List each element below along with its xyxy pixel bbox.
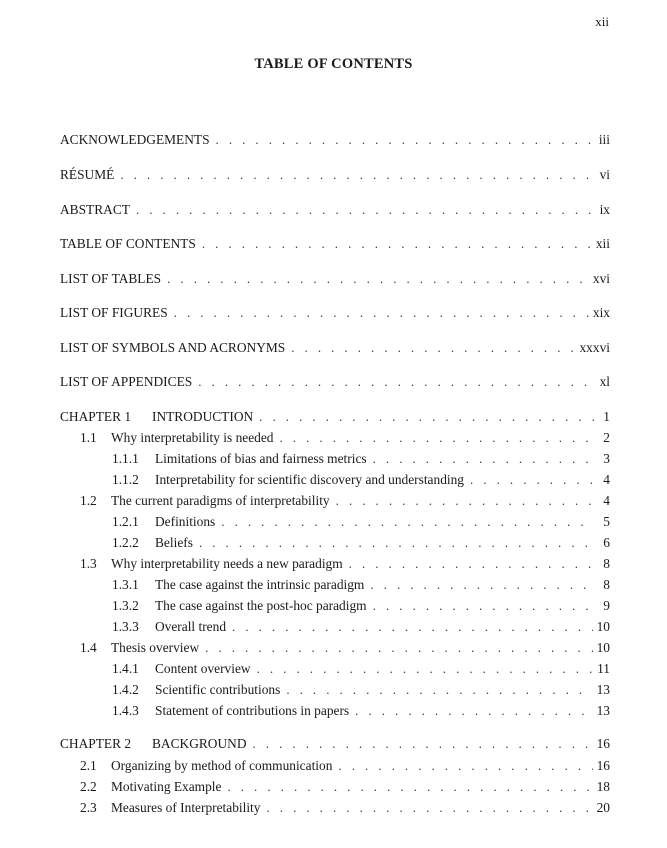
toc-entry-page: 8 bbox=[603, 556, 610, 571]
toc-entry[interactable] bbox=[60, 799, 610, 817]
toc-entry[interactable] bbox=[60, 681, 610, 699]
toc-entry-page: xl bbox=[599, 374, 610, 389]
toc-entry-page: 10 bbox=[596, 640, 610, 655]
toc-entry-page: 18 bbox=[596, 779, 610, 794]
toc-entry-title: Thesis overview bbox=[111, 640, 200, 655]
dot-leader bbox=[205, 639, 592, 657]
dot-leader bbox=[232, 618, 593, 636]
toc-entry[interactable] bbox=[60, 166, 610, 184]
dot-leader bbox=[349, 555, 594, 573]
dot-leader bbox=[136, 201, 594, 219]
toc-entry-title: Definitions bbox=[155, 514, 216, 529]
toc-entry-page: 20 bbox=[596, 800, 610, 815]
toc-entry-number: 1.1.1 bbox=[112, 451, 139, 466]
toc-entry-page: 10 bbox=[596, 619, 610, 634]
toc-entry-page: ix bbox=[599, 202, 610, 217]
toc-entry-number: 1.4.1 bbox=[112, 661, 139, 676]
dot-leader bbox=[259, 408, 594, 426]
dot-leader bbox=[216, 131, 594, 149]
dot-leader bbox=[370, 576, 594, 594]
dot-leader bbox=[338, 757, 592, 775]
toc-entry[interactable] bbox=[60, 270, 610, 288]
dot-leader bbox=[257, 660, 594, 678]
toc-entry-number: 1.4.2 bbox=[112, 682, 139, 697]
toc-entry-page: xxxvi bbox=[579, 340, 610, 355]
toc-entry-title: RÉSUMÉ bbox=[60, 167, 115, 182]
toc-entry-title: TABLE OF CONTENTS bbox=[60, 236, 196, 251]
toc-entry[interactable] bbox=[60, 597, 610, 615]
toc-entry-title: Scientific contributions bbox=[155, 682, 281, 697]
toc-entry[interactable] bbox=[60, 471, 610, 489]
toc-entry-page: xvi bbox=[592, 271, 610, 286]
toc-entry[interactable] bbox=[60, 492, 610, 510]
dot-leader bbox=[373, 450, 594, 468]
toc-entry-page: xix bbox=[592, 305, 610, 320]
toc-entry[interactable] bbox=[60, 639, 610, 657]
dot-leader bbox=[280, 429, 595, 447]
toc-entry[interactable] bbox=[60, 429, 610, 447]
toc-entry-number: 2.1 bbox=[80, 758, 97, 773]
dot-leader bbox=[167, 270, 589, 288]
toc-entry-title: ACKNOWLEDGEMENTS bbox=[60, 132, 210, 147]
toc-entry[interactable] bbox=[60, 618, 610, 636]
toc-entry-number: 1.2.1 bbox=[112, 514, 139, 529]
toc-entry[interactable] bbox=[60, 660, 610, 678]
toc-entry-title: The case against the post-hoc paradigm bbox=[155, 598, 367, 613]
toc-entry[interactable] bbox=[60, 778, 610, 796]
toc-entry-title: BACKGROUND bbox=[152, 736, 247, 751]
toc-entry[interactable] bbox=[60, 555, 610, 573]
toc-entry-number: 1.2 bbox=[80, 493, 97, 508]
toc-entry-title: Organizing by method of communication bbox=[111, 758, 333, 773]
toc-entry[interactable] bbox=[60, 235, 610, 253]
toc-entry-page: 9 bbox=[603, 598, 610, 613]
toc-entry[interactable] bbox=[60, 534, 610, 552]
toc-entry-title: Interpretability for scientific discovery and understanding bbox=[155, 472, 464, 487]
toc-entry-title: LIST OF APPENDICES bbox=[60, 374, 193, 389]
toc-entry-number: 1.3.2 bbox=[112, 598, 139, 613]
toc-entry-page: 3 bbox=[603, 451, 610, 466]
toc-entry[interactable] bbox=[60, 304, 610, 322]
toc-entry[interactable] bbox=[60, 450, 610, 468]
toc-entry-page: 2 bbox=[603, 430, 610, 445]
dot-leader bbox=[470, 471, 594, 489]
toc-entry-number: CHAPTER 2 bbox=[60, 736, 132, 751]
toc-entry-title: Why interpretability needs a new paradigm bbox=[111, 556, 343, 571]
toc-entry-page: iii bbox=[598, 132, 610, 147]
dot-leader bbox=[199, 534, 594, 552]
toc-entry-page: 1 bbox=[603, 409, 610, 424]
toc-entry-page: 16 bbox=[596, 736, 610, 751]
toc-entry-page: 6 bbox=[603, 535, 610, 550]
toc-entry-title: Motivating Example bbox=[111, 779, 222, 794]
toc-entry-number: 1.2.2 bbox=[112, 535, 139, 550]
dot-leader bbox=[291, 339, 575, 357]
toc-entry-title: Overall trend bbox=[155, 619, 227, 634]
toc-entry[interactable] bbox=[60, 735, 610, 753]
dot-leader bbox=[266, 799, 592, 817]
toc-entry-number: 1.4.3 bbox=[112, 703, 139, 718]
toc-entry-title: Why interpretability is needed bbox=[111, 430, 274, 445]
toc-entry[interactable] bbox=[60, 131, 610, 149]
toc-entry-page: 8 bbox=[603, 577, 610, 592]
toc-entry-title: LIST OF FIGURES bbox=[60, 305, 168, 320]
toc-entry-title: The current paradigms of interpretability bbox=[111, 493, 330, 508]
dot-leader bbox=[174, 304, 589, 322]
toc-entry-title: Beliefs bbox=[155, 535, 193, 550]
toc-entry-title: LIST OF TABLES bbox=[60, 271, 162, 286]
toc-entry-title: Content overview bbox=[155, 661, 251, 676]
toc-entry[interactable] bbox=[60, 339, 610, 357]
toc-entry-number: 1.3.3 bbox=[112, 619, 139, 634]
toc-entry-title: INTRODUCTION bbox=[152, 409, 254, 424]
dot-leader bbox=[286, 681, 592, 699]
toc-entry[interactable] bbox=[60, 513, 610, 531]
page-number: xii bbox=[595, 14, 609, 29]
toc-entry-number: 1.1.2 bbox=[112, 472, 139, 487]
toc-entry[interactable] bbox=[60, 408, 610, 426]
dot-leader bbox=[221, 513, 594, 531]
toc-entry-title: LIST OF SYMBOLS AND ACRONYMS bbox=[60, 340, 286, 355]
dot-leader bbox=[355, 702, 592, 720]
toc-entry-title: Statement of contributions in papers bbox=[155, 703, 350, 718]
toc-entry-page: 16 bbox=[596, 758, 610, 773]
dot-leader bbox=[198, 373, 594, 391]
toc-entry-number: CHAPTER 1 bbox=[60, 409, 132, 424]
toc-entry-page: 5 bbox=[603, 514, 610, 529]
toc-entry-number: 1.3.1 bbox=[112, 577, 139, 592]
toc-entry-number: 2.3 bbox=[80, 800, 97, 815]
toc-entry[interactable] bbox=[60, 757, 610, 775]
toc-entry-page: 11 bbox=[597, 661, 610, 676]
toc-entry-title: Limitations of bias and fairness metrics bbox=[155, 451, 367, 466]
toc-entry[interactable] bbox=[60, 201, 610, 219]
document-title: TABLE OF CONTENTS bbox=[254, 56, 413, 72]
toc-entry-page: 13 bbox=[596, 682, 610, 697]
toc-entry-title: ABSTRACT bbox=[60, 202, 130, 217]
toc-entry-number: 1.1 bbox=[80, 430, 97, 445]
dot-leader bbox=[373, 597, 594, 615]
toc-entry-page: 4 bbox=[603, 472, 610, 487]
dot-leader bbox=[336, 492, 594, 510]
toc-entry[interactable] bbox=[60, 373, 610, 391]
toc-entry-title: Measures of Interpretability bbox=[111, 800, 261, 815]
dot-leader bbox=[120, 166, 594, 184]
toc-entry-page: vi bbox=[599, 167, 610, 182]
dot-leader bbox=[227, 778, 592, 796]
toc-entry-page: 13 bbox=[596, 703, 610, 718]
toc-entry-page: xii bbox=[595, 236, 610, 251]
toc-entry-number: 2.2 bbox=[80, 779, 97, 794]
toc-entry-page: 4 bbox=[603, 493, 610, 508]
toc-entry-title: The case against the intrinsic paradigm bbox=[155, 577, 365, 592]
toc-entry-number: 1.3 bbox=[80, 556, 97, 571]
dot-leader bbox=[253, 735, 593, 753]
toc-entry[interactable] bbox=[60, 702, 610, 720]
toc-entry-number: 1.4 bbox=[80, 640, 97, 655]
dot-leader bbox=[202, 235, 592, 253]
toc-entry[interactable] bbox=[60, 576, 610, 594]
